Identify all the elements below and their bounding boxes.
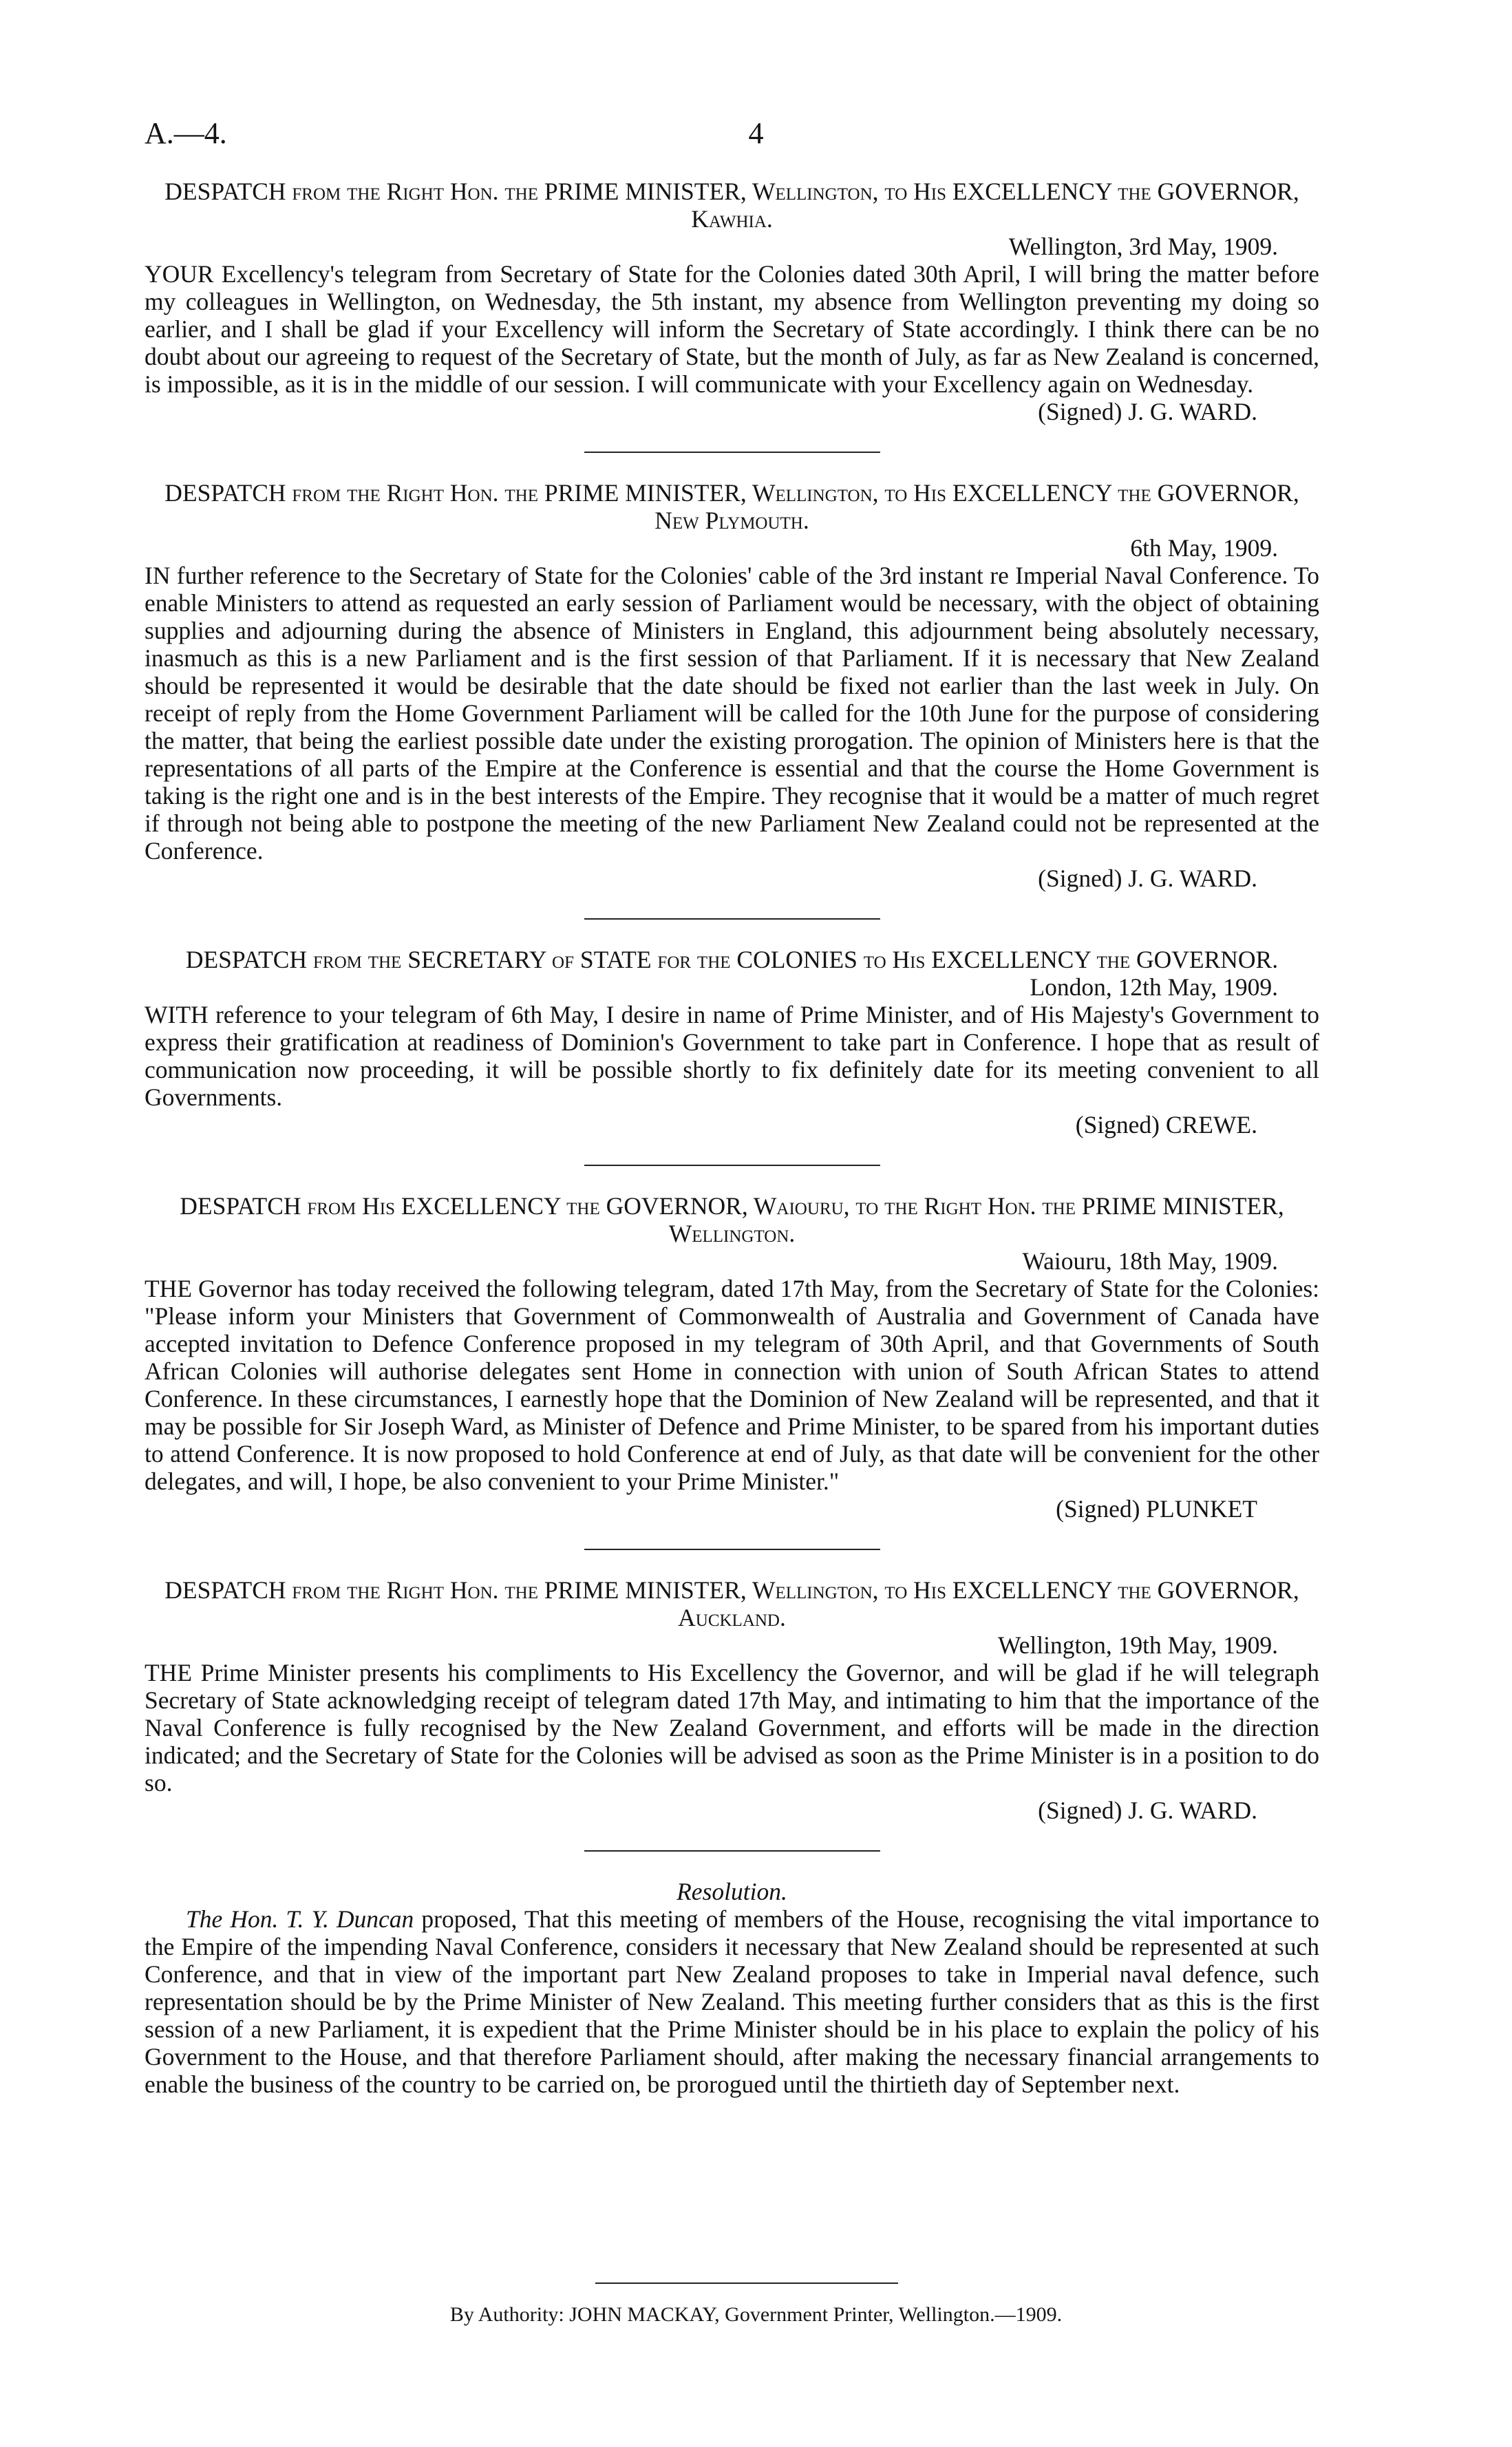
section-divider [584,1850,880,1852]
despatch-body: YOUR Excellency's telegram from Secretary of State for the Colonies dated 30th April, I will bring the matter before my colleagues in Wellington, on Wednesday, the 5th instant, my absence from Wellington preventing my doing so earlier, and I shall be glad if your Excellency will inform the Secretary of State accordingly. I think there can be no doubt about our agreeing to request of the Secretary of State, but the month of July, as far as New Zealand is concerned, is impossible, as it is in the middle of our session. I will communicate with your Excellency again on Wednesday. [145,260,1319,398]
despatch-signature: (Signed) PLUNKET [1056,1495,1257,1523]
section-divider [584,1549,880,1550]
despatch-4 [145,1192,1319,1523]
printer-imprint: By Authority: JOHN MACKAY, Government Printer, Wellington.—1909. [449,2303,1063,2326]
despatch-dateline: Wellington, 3rd May, 1909. [1008,233,1278,260]
despatch-dateline: London, 12th May, 1909. [1030,973,1278,1001]
despatch-body: THE Prime Minister presents his compliments to His Excellency the Governor, and will be glad if he will telegraph Secretary of State acknowledging receipt of telegram dated 17th May, and intimating to him that the importance of the Naval Conference is fully recognised by the New Zealand Government, and efforts will be made in the direction indicated; and the Secretary of State for the Colonies will be advised as soon as the Prime Minister is in a position to do so. [145,1659,1319,1797]
despatch-heading: DESPATCH from the Right Hon. the PRIME MINISTER, Wellington, to His EXCELLENCY the GOVERNOR, Kawhia. [164,178,1299,233]
resolution-mover: The Hon. T. Y. Duncan [186,1905,414,1933]
despatch-signature: (Signed) J. G. WARD. [1038,398,1257,425]
despatch-heading: DESPATCH from the Right Hon. the PRIME MINISTER, Wellington, to His EXCELLENCY the GOVERNOR, New Plymouth. [164,479,1299,534]
despatch-body: IN further reference to the Secretary of State for the Colonies' cable of the 3rd instant re Imperial Naval Conference. To enable Ministers to attend as requested an early session of Parliament would be necessary, with the object of obtaining supplies and adjourning during the absence of Ministers in England, this adjournment being absolutely necessary, inasmuch as this is a new Parliament and is the first session of that Parliament. If it is necessary that New Zealand should be represented it would be desirable that the date should be fixed not earlier than the last week in July. On receipt of reply from the Home Government Parliament will be called for the 10th June for the purpose of considering the matter, that being the earliest possible date under the existing prorogation. The opinion of Ministers here is that the representations of all parts of the Empire at the Conference is essential and that the course the Home Government is taking is the right one and is in the best interests of the Empire. They recognise that it would be a matter of much regret if through not being able to postpone the meeting of the new Parliament New Zealand could not be represented at the Conference. [145,562,1319,865]
resolution-text [145,1905,1319,2098]
despatch-body: WITH reference to your telegram of 6th May, I desire in name of Prime Minister, and of His Majesty's Government to express their gratification at readiness of Dominion's Government to take part in Conference. I hope that as result of communication now proceeding, it will be possible shortly to fix definitely date for its meeting convenient to all Governments. [145,1001,1319,1111]
document-reference: A.—4. [145,116,227,150]
section-divider [584,918,880,920]
despatch-2 [145,479,1319,892]
despatch-heading: DESPATCH from the SECRETARY of STATE for the COLONIES to His EXCELLENCY the GOVERNOR. [185,946,1279,973]
resolution-section [145,1878,1319,2098]
despatch-heading: DESPATCH from the Right Hon. the PRIME MINISTER, Wellington, to His EXCELLENCY the GOVERNOR, Auckland. [164,1576,1299,1631]
page-number: 4 [748,116,764,150]
despatch-signature: (Signed) J. G. WARD. [1038,865,1257,892]
despatch-3 [145,946,1319,1138]
resolution-title: Resolution. [677,1878,787,1905]
despatch-dateline: Wellington, 19th May, 1909. [997,1631,1278,1659]
despatch-signature: (Signed) J. G. WARD. [1038,1797,1257,1824]
despatch-heading: DESPATCH from His EXCELLENCY the GOVERNOR, Waiouru, to the Right Hon. the PRIME MINISTER, Wellington. [180,1192,1284,1247]
despatch-1 [145,178,1319,425]
despatch-5 [145,1576,1319,1824]
resolution-body: proposed, That this meeting of members of the House, recognising the vital importance to the Empire of the impending Naval Conference, considers it necessary that New Zealand should be represented at such Conference, and that in view of the important part New Zealand proposes to take in Imperial naval defence, such representation should be by the Prime Minister of New Zealand. This meeting further considers that as this is the first session of a new Parliament, it is expedient that the Prime Minister should be in his place to explain the policy of his Government to the House, and that therefore Parliament should, after making the necessary financial arrangements to enable the business of the country to be carried on, be prorogued until the thirtieth day of September next. [145,1905,1320,2098]
despatch-dateline: 6th May, 1909. [1130,534,1278,562]
footer-divider [595,2282,898,2284]
page-content [145,178,1319,2098]
despatch-body: THE Governor has today received the following telegram, dated 17th May, from the Secretary of State for the Colonies: "Please inform your Ministers that Government of Commonwealth of Australia and Government of Canada have accepted invitation to Defence Conference proposed in my telegram of 30th April, and that Governments of South African Colonies will authorise delegates sent Home in connection with union of South African States to attend Conference. In these circumstances, I earnestly hope that the Dominion of New Zealand will be represented, and that it may be possible for Sir Joseph Ward, as Minister of Defence and Prime Minister, to be spared from his important duties to attend Conference. It is now proposed to hold Conference at end of July, as that date will be convenient for the other delegates, and will, I hope, be also convenient to your Prime Minister." [145,1275,1319,1495]
section-divider [584,452,880,453]
despatch-signature: (Signed) CREWE. [1075,1111,1257,1138]
despatch-dateline: Waiouru, 18th May, 1909. [1022,1247,1278,1275]
section-divider [584,1165,880,1166]
page-header [145,116,1367,157]
